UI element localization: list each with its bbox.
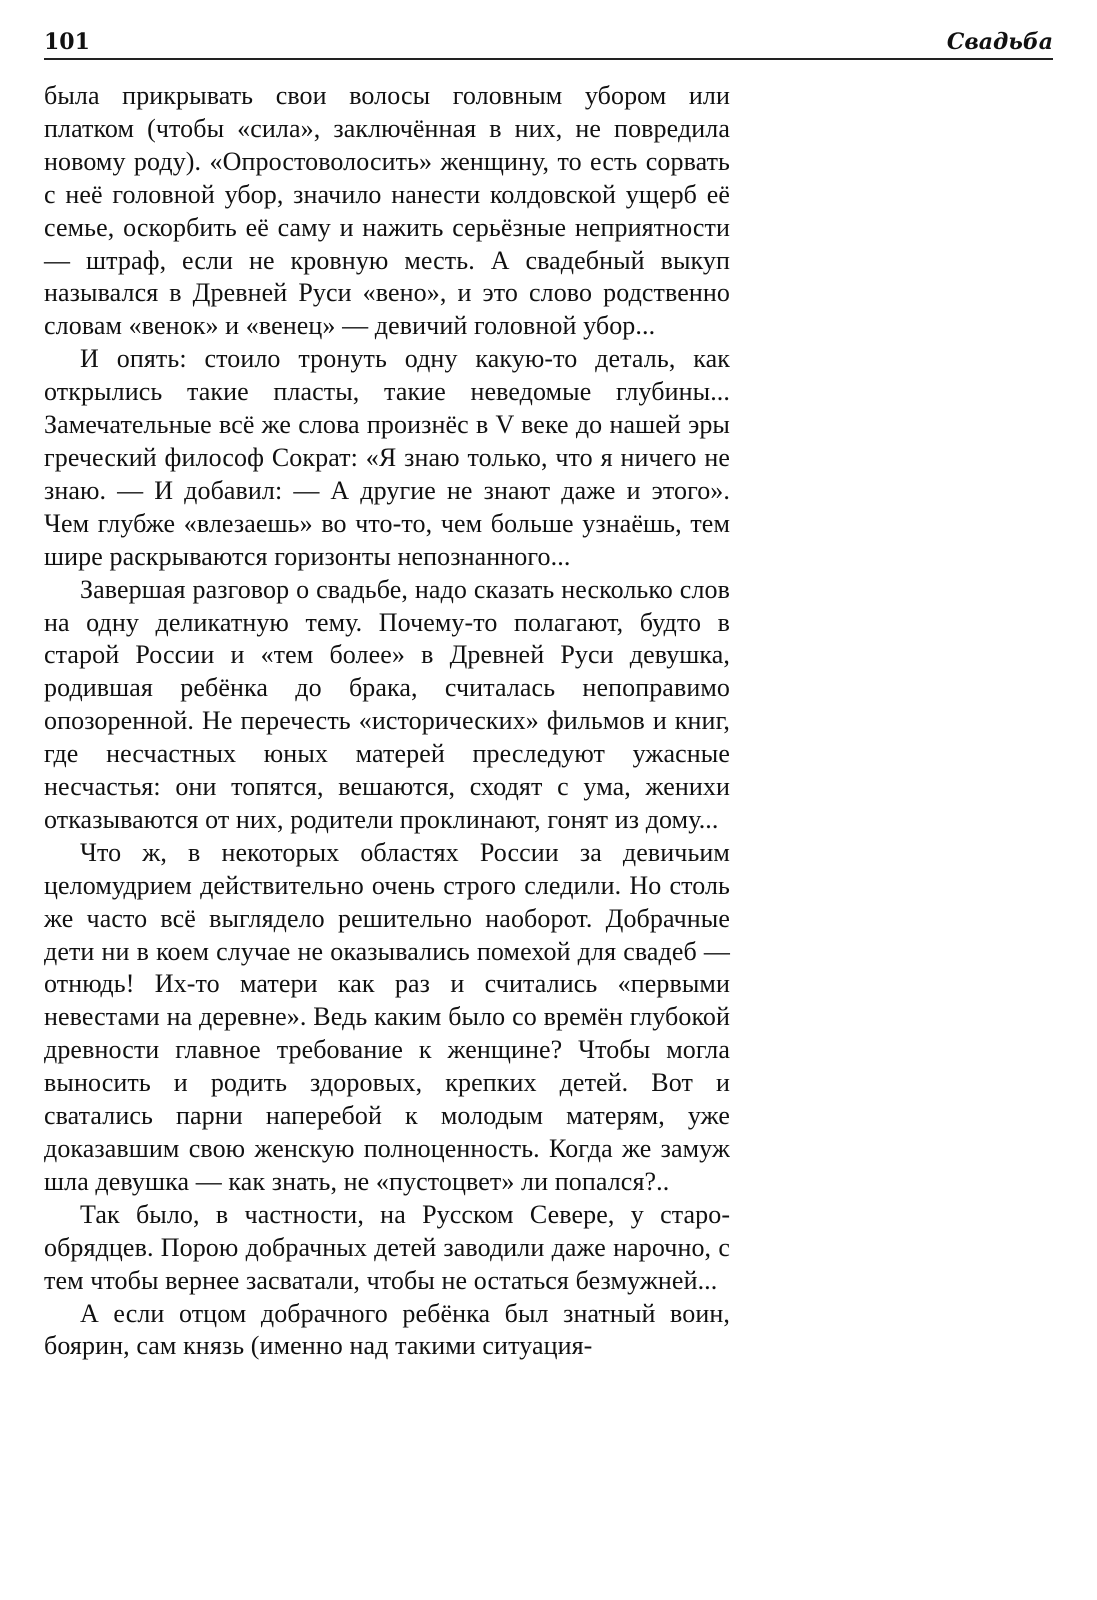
paragraph: Так было, в частности, на Русском Севере, у старообрядцев. Порою добрачных детей заводили даже нарочно, с тем чтобы вернее засватали, чтобы не остаться безмужней... <box>44 1199 730 1295</box>
page-header <box>44 28 1053 60</box>
paragraph: А если отцом добрачного ребёнка был знатный воин, боярин, сам князь (именно над такими ситуация- <box>44 1298 730 1361</box>
running-title: Свадьба <box>946 29 1053 55</box>
page-number: 101 <box>44 29 90 55</box>
paragraph: Что ж, в некоторых областях России за девичьим целомудрием действительно очень строго следили. Но столь же часто всё выглядело решительно наоборот. Добрачные дети ни в коем случае не оказывались помехой для свадеб — отнюдь! Их-то матери как раз и считались «первыми невестами на деревне». Ведь каким было со времён глубокой древности главное требование к женщине? Чтобы могла выносить и родить здоровых, крепких детей. Вот и сватались парни наперебой к молодым матерям, уже доказавшим свою женскую полноценность. Когда же замуж шла девушка — как знать, не «пустоцвет» ли попался?.. <box>44 837 730 1196</box>
paragraph: была прикрывать свои волосы головным убором или платком (чтобы «сила», заключённая в них, не повредила новому роду). «Опростоволосить» женщину, то есть сорвать с неё головной убор, значило нанести колдовской ущерб её семье, оскорбить её саму и нажить серьёзные неприятности — штраф, если не кровную месть. А свадебный выкуп назывался в Древней Руси «вено», и это слово родственно словам «венок» и «венец» — девичий головной убор... <box>44 81 730 341</box>
body-text <box>44 80 730 1363</box>
paragraph: Завершая разговор о свадьбе, надо сказать несколько слов на одну деликатную тему. Почему-то полагают, будто в старой России и «тем более» в Древней Руси девушка, родившая ребёнка до брака, считалась непоправимо опозоренной. Не перечесть «исторических» фильмов и книг, где несчастных юных матерей преследуют ужасные несчастья: они топятся, вешаются, сходят с ума, женихи отказываются от них, родители проклинают, гонят из дому... <box>44 574 730 834</box>
paragraph: И опять: стоило тронуть одну какую-то деталь, как открылись такие пласты, такие неведомые глубины... Замечательные всё же слова произнёс в V веке до нашей эры греческий философ Сократ: «Я знаю только, что я ничего не знаю. — И добавил: — А другие не знают даже и этого». Чем глубже «влезаешь» во что-то, чем больше узнаёшь, тем шире раскрываются горизонты непознанного... <box>44 344 730 571</box>
